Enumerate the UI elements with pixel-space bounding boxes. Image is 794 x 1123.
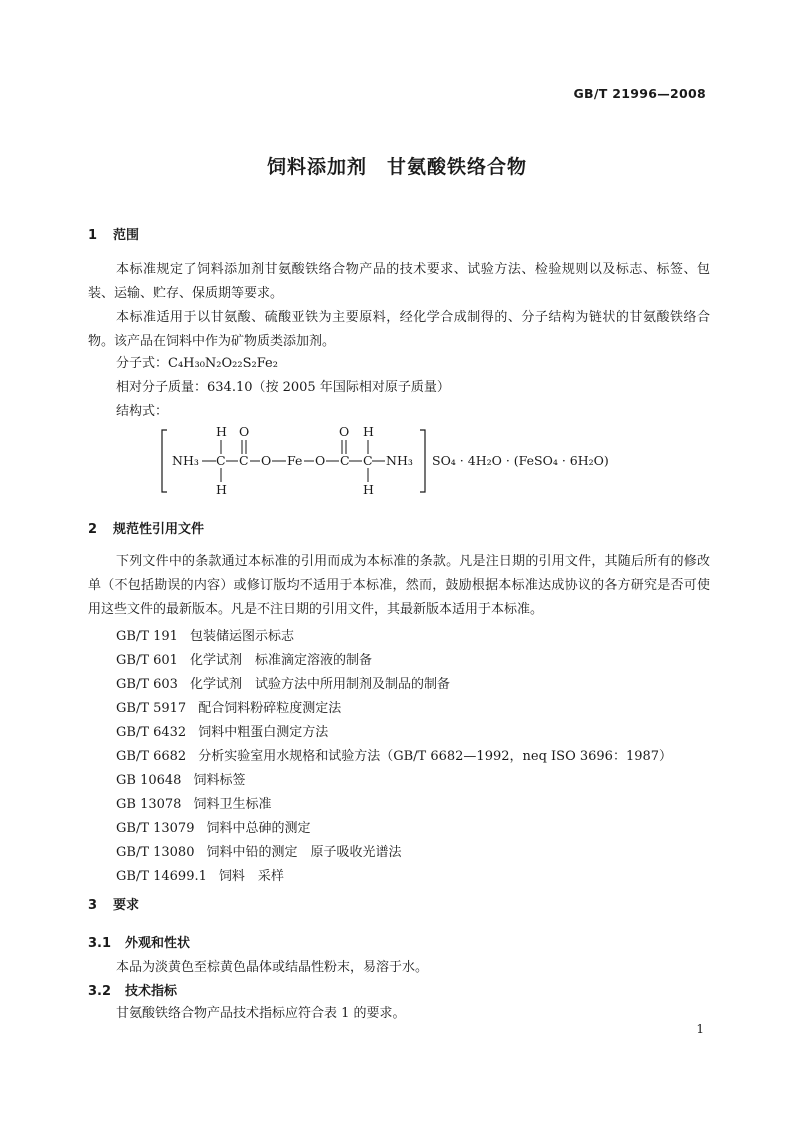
reference-item [116, 625, 294, 644]
scope-paragraph-1: 本标准规定了饲料添加剂甘氨酸铁络合物产品的技术要求、试验方法、检验规则以及标志、标签、包装、运输、贮存、保质期等要求。 [88, 262, 710, 301]
normative-intro: 下列文件中的条款通过本标准的引用而成为本标准的条款。凡是注日期的引用文件，其随后所有的修改单（不包括勘误的内容）或修订版均不适用于本标准，然而，鼓励根据本标准达成协议的各方研究是否可使用这些文件的最新版本。凡是不注日期的引用文件，其最新版本适用于本标准。 [88, 554, 710, 617]
page-number: 1 [696, 1022, 704, 1036]
technical-index-text: 甘氨酸铁络合物产品技术指标应符合表 1 的要求。 [116, 1006, 406, 1021]
section-number: 2 [88, 522, 98, 537]
section-3-heading [88, 894, 139, 913]
atom-h-bottom-left: H [216, 482, 227, 497]
reference-title: 饲料中粗蛋白测定方法 [198, 725, 329, 740]
reference-code: GB/T 6432 [116, 725, 187, 740]
reference-title: 化学试剂 标准滴定溶液的制备 [189, 653, 372, 668]
scope-paragraph-2: 本标准适用于以甘氨酸、硫酸亚铁为主要原料，经化学合成制得的、分子结构为链状的甘氨酸铁络合物。该产品在饲料中作为矿物质类添加剂。 [88, 310, 710, 349]
reference-code: GB/T 6682 [116, 749, 187, 764]
reference-code: GB 10648 [116, 773, 182, 788]
section-number: 3 [88, 898, 98, 913]
reference-title: 饲料卫生标准 [193, 797, 272, 812]
reference-code: GB/T 603 [116, 677, 178, 692]
reference-item [116, 649, 372, 668]
reference-title: 分析实验室用水规格和试验方法（GB/T 6682—1992，neq ISO 3696：1987） [198, 749, 673, 764]
amine-group-right: NH₃ [386, 453, 413, 468]
reference-title: 化学试剂 试验方法中所用制剂及制品的制备 [189, 677, 450, 692]
atom-h-top-left: H [216, 424, 227, 439]
reference-title: 饲料 采样 [218, 869, 284, 884]
appearance-text: 本品为淡黄色至棕黄色晶体或结晶性粉末，易溶于水。 [116, 960, 429, 975]
section-title: 规范性引用文件 [113, 522, 205, 537]
reference-item [116, 865, 284, 884]
section-title: 范围 [113, 228, 140, 243]
subsection-number: 3.1 [88, 936, 112, 951]
subsection-3-2-heading [88, 980, 177, 999]
normative-paragraph [88, 550, 710, 622]
section-2-heading [88, 518, 204, 537]
subsection-3-1-heading [88, 932, 190, 951]
atom-h-top-right: H [363, 424, 374, 439]
reference-item [116, 697, 341, 716]
subsection-title: 外观和性状 [125, 936, 191, 951]
reference-code: GB/T 5917 [116, 701, 187, 716]
reference-item [116, 673, 450, 692]
reference-item [116, 745, 672, 764]
reference-code: GB/T 601 [116, 653, 178, 668]
molar-mass-line: 相对分子质量：634.10（按 2005 年国际相对原子质量） [116, 380, 450, 395]
reference-code: GB/T 191 [116, 629, 178, 644]
reference-title: 饲料中铅的测定 原子吸收光谱法 [206, 845, 402, 860]
amine-group-left: NH₃ [172, 453, 199, 468]
section-title: 要求 [113, 898, 140, 913]
reference-code: GB/T 14699.1 [116, 869, 207, 884]
reference-title: 饲料标签 [193, 773, 246, 788]
reference-code: GB 13078 [116, 797, 182, 812]
reference-title: 配合饲料粉碎粒度测定法 [198, 701, 342, 716]
atom-c-3: C [340, 453, 350, 468]
atom-o-2: O [315, 453, 326, 468]
atom-c-4: C [363, 453, 373, 468]
subsection-title: 技术指标 [125, 984, 178, 999]
atom-h-bottom-right: H [363, 482, 374, 497]
standard-number: GB/T 21996—2008 [573, 86, 706, 101]
reference-code: GB/T 13080 [116, 845, 195, 860]
molecular-formula-line [116, 352, 278, 371]
reference-item [116, 793, 271, 812]
molecular-formula-label: 分子式： [116, 356, 169, 371]
reference-title: 包装储运图示标志 [189, 629, 294, 644]
reference-item [116, 841, 402, 860]
reference-item [116, 721, 328, 740]
reference-item [116, 817, 311, 836]
reference-code: GB/T 13079 [116, 821, 195, 836]
structural-formula [158, 424, 634, 496]
scope-paragraphs [88, 258, 710, 354]
iron-atom: Fe [287, 453, 303, 468]
reference-item [116, 769, 245, 788]
structure-label: 结构式： [116, 404, 169, 419]
hydrate-suffix: SO₄ · 4H₂O · (FeSO₄ · 6H₂O) [432, 453, 609, 468]
molecular-formula: C₄H₃₀N₂O₂₂S₂Fe₂ [168, 356, 278, 371]
atom-o-top-right: O [339, 424, 350, 439]
atom-o-1: O [261, 453, 272, 468]
section-number: 1 [88, 228, 98, 243]
subsection-number: 3.2 [88, 984, 112, 999]
section-1-heading [88, 224, 139, 243]
atom-c-1: C [216, 453, 226, 468]
reference-title: 饲料中总砷的测定 [206, 821, 311, 836]
atom-c-2: C [239, 453, 249, 468]
atom-o-top-left: O [239, 424, 250, 439]
document-title: 饲料添加剂 甘氨酸铁络合物 [266, 156, 527, 178]
